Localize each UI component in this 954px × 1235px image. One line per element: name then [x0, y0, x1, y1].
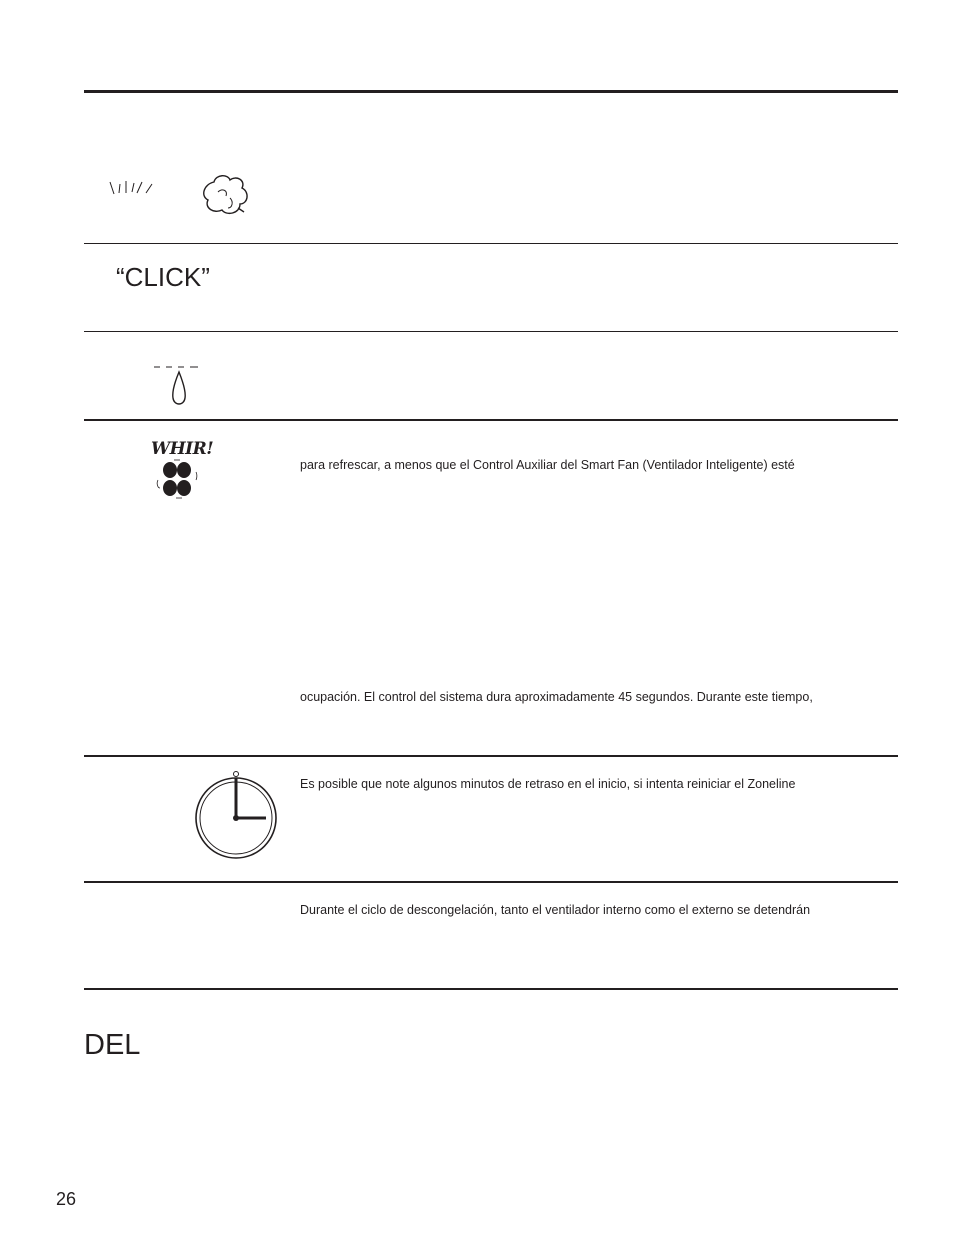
- fan-text-line-2: ocupación. El control del sistema dura aproximadamente 45 segundos. Durante este tiempo,: [300, 690, 813, 704]
- fan-text-line-1: para refrescar, a menos que el Control Auxiliar del Smart Fan (Ventilador Inteligente) esté: [300, 458, 795, 472]
- divider-2: [84, 331, 898, 332]
- clock-icon: [192, 768, 282, 862]
- defrost-text-line-1: Durante el ciclo de descongelación, tanto el ventilador interno como el externo se detendrán: [300, 903, 811, 917]
- delay-text-line-1: Es posible que note algunos minutos de retraso en el inicio, si intenta reiniciar el Zoneline: [300, 777, 796, 791]
- section-heading: DEL: [84, 1029, 141, 1061]
- fan-icon: [154, 458, 200, 500]
- divider-4: [84, 755, 898, 757]
- whir-label: WHIR!: [151, 439, 214, 459]
- divider-5: [84, 881, 898, 883]
- page-number: 26: [56, 1189, 77, 1209]
- divider-1: [84, 243, 898, 244]
- water-drop-icon: [152, 364, 202, 408]
- click-label: “CLICK”: [116, 262, 210, 292]
- popcorn-icon: [200, 172, 252, 218]
- divider-3: [84, 419, 898, 421]
- top-rule: [84, 90, 898, 93]
- divider-6: [84, 988, 898, 990]
- crackle-icon: [106, 178, 158, 198]
